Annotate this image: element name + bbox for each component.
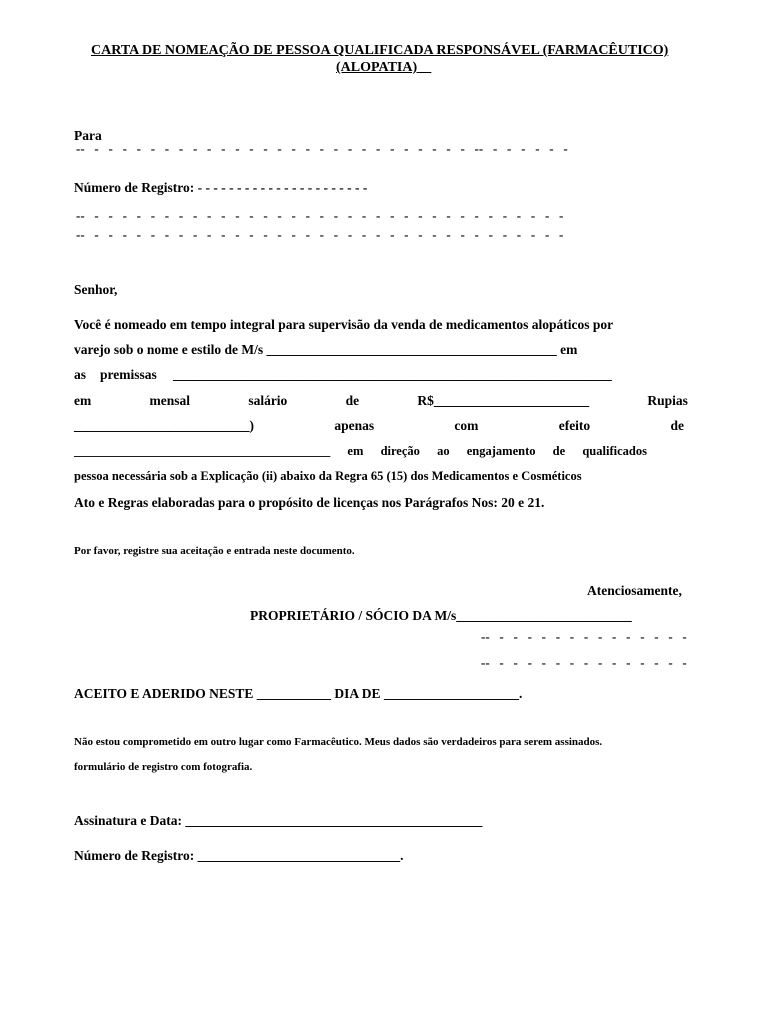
line6-word: ao <box>437 444 450 458</box>
declaration-note-line-2: formulário de registro com fotografia. <box>74 761 253 773</box>
line4-word: em <box>74 393 92 408</box>
body-line-8: Ato e Regras elaboradas para o propósito de licenças nos Parágrafos Nos: 20 e 21. <box>74 495 545 510</box>
body-line-2: varejo sob o nome e estilo de M/s ___________________________________________ em <box>74 342 578 357</box>
owner-partner-line: PROPRIETÁRIO / SÓCIO DA M/s__________________________ <box>250 608 632 623</box>
dash-line-addressee: -- - - - - - - - - - - - - - - - - - - - - - - - - - - - -- - - - - - - <box>76 141 568 156</box>
line5-word: com <box>454 418 479 433</box>
body-line-3-as: as <box>74 367 87 382</box>
salary-amount-field: R$_______________________ <box>417 393 590 408</box>
dash-line-3: -- - - - - - - - - - - - - - - - - - - - - - - - - - - - - - - - - - - <box>76 227 564 242</box>
line4-word: mensal <box>149 393 191 408</box>
please-register-note: Por favor, registre sua aceitação e entrada neste documento. <box>74 545 355 557</box>
body-line-4 <box>74 394 688 408</box>
line6-word: direção <box>380 444 420 458</box>
line6-word: de <box>552 444 566 458</box>
line5-word: de <box>670 418 684 433</box>
document-title-line1: CARTA DE NOMEAÇÃO DE PESSOA QUALIFICADA RESPONSÁVEL (FARMACÊUTICO) <box>91 43 669 58</box>
line5-word: efeito <box>558 418 591 433</box>
body-line-5 <box>74 419 684 433</box>
closing-regards: Atenciosamente, <box>587 583 682 598</box>
body-line-3-blank: _________________________________________________________________ <box>173 367 612 382</box>
line4-word: salário <box>248 393 288 408</box>
dash-line-2: -- - - - - - - - - - - - - - - - - - - - - - - - - - - - - - - - - - - <box>76 208 564 223</box>
line5-word: apenas <box>334 418 375 433</box>
addressee-label: Para <box>74 128 102 143</box>
rupees-amount-field: __________________________) <box>74 418 254 433</box>
line6-word: engajamento <box>466 444 536 458</box>
effective-date-field: _________________________________________ <box>74 444 331 458</box>
body-line-3-premissas: premissas <box>100 367 157 382</box>
body-line-6 <box>74 445 647 458</box>
acceptance-line: ACEITO E ADERIDO NESTE ___________ DIA DE ____________________. <box>74 686 523 701</box>
registration-number-footer: Número de Registro: ______________________________. <box>74 848 404 863</box>
line4-word: de <box>345 393 360 408</box>
declaration-note-line-1: Não estou comprometido em outro lugar como Farmacêutico. Meus dados são verdadeiros para serem assinados. <box>74 736 603 748</box>
greeting: Senhor, <box>74 282 118 297</box>
signature-dash-line-1: -- - - - - - - - - - - - - - - <box>481 629 687 644</box>
signature-date-field: Assinatura e Data: ____________________________________________ <box>74 813 483 828</box>
signature-dash-line-2: -- - - - - - - - - - - - - - - <box>481 655 687 670</box>
document-title-line2: (ALOPATIA)__ <box>336 60 432 75</box>
line6-word: qualificados <box>582 444 647 458</box>
body-line-1: Você é nomeado em tempo integral para supervisão da venda de medicamentos alopáticos por <box>74 317 614 332</box>
registration-number-header: Número de Registro: - - - - - - - - - - - - - - - - - - - - - - <box>74 180 368 195</box>
body-line-7: pessoa necessária sob a Explicação (ii) abaixo da Regra 65 (15) dos Medicamentos e Cosméticos <box>74 469 582 483</box>
line4-word: Rupias <box>647 393 688 408</box>
line6-word: em <box>347 444 364 458</box>
